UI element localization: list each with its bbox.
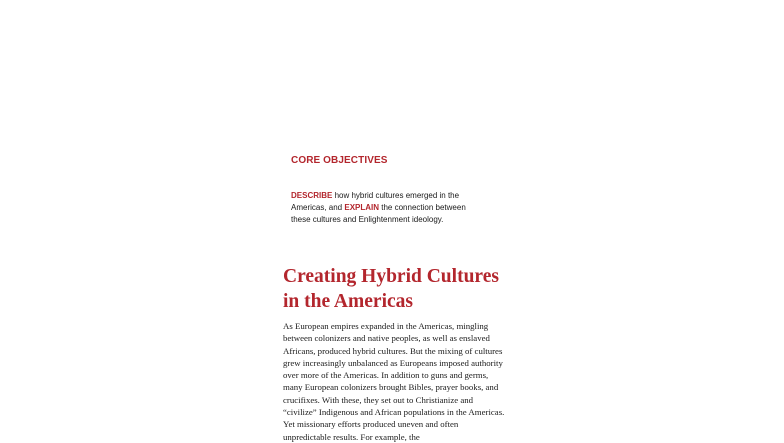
section-article: [283, 264, 505, 443]
keyword-describe: DESCRIBE: [291, 191, 333, 200]
keyword-explain: EXPLAIN: [344, 203, 380, 212]
section-body-paragraph: As European empires expanded in the Americas, mingling between colonizers and native peoples, as well as enslaved Africans, produced hybrid cultures. But the mixing of cultures grew increasingly unbalanced as Europeans imposed authority over more of the Americas. In addition to guns and germs, many European colonizers brought Bibles, prayer books, and crucifixes. With these, they set out to Christianize and “civilize” Indigenous and African populations in the Americas. Yet missionary efforts produced uneven and often unpredictable results. For example, the: [283, 321, 505, 442]
core-objectives-box: [291, 155, 491, 226]
core-objectives-heading: CORE OBJECTIVES: [291, 155, 388, 166]
core-objectives-text: [291, 190, 487, 226]
objective-text-2: the connection between these cultures and Enlightenment ideology.: [291, 203, 466, 224]
section-title: Creating Hybrid Cultures in the Americas: [283, 266, 499, 312]
objective-text-1: how hybrid cultures emerged in the Americas, and: [291, 191, 460, 212]
